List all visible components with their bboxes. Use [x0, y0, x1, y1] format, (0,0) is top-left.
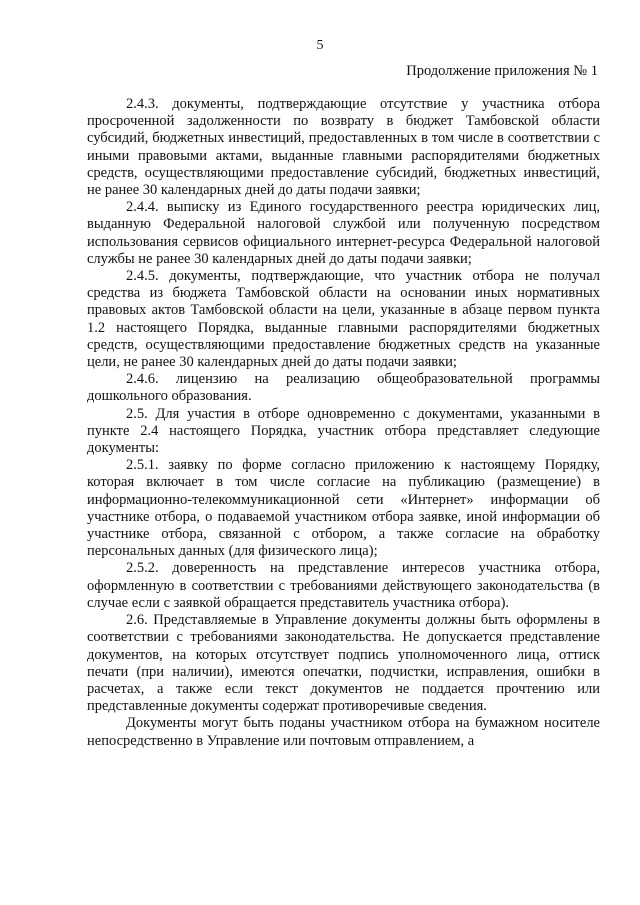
paragraph-2-4-3: 2.4.3. документы, подтверждающие отсутствие у участника отбора просроченной задолженности по возврату в бюджет Тамбовской области субсидий, бюджетных инвестиций, предоставленных в том числе в соответствии с иными правовыми актами, выданные главными распорядителями бюджетных средств, осуществляющими предоставление субсидий, бюджетных инвестиций, не ранее 30 календарных дней до даты подачи заявки;	[87, 96, 600, 199]
document-body	[87, 96, 600, 750]
paragraph-submission-methods: Документы могут быть поданы участником отбора на бумажном носителе непосредственно в Управление или почтовым отправлением, а	[87, 715, 600, 749]
paragraph-2-4-4: 2.4.4. выписку из Единого государственного реестра юридических лиц, выданную Федеральной налоговой службой или полученную посредством использования сервисов официального интернет-ресурса Федеральной налоговой службы не ранее 30 календарных дней до даты подачи заявки;	[87, 199, 600, 267]
paragraph-2-4-6: 2.4.6. лицензию на реализацию общеобразовательной программы дошкольного образования.	[87, 371, 600, 405]
paragraph-2-6: 2.6. Представляемые в Управление документы должны быть оформлены в соответствии с требованиями законодательства. Не допускается представление документов, на которых отсутствует подпись уполномоченного лица, оттиск печати (при наличии), имеются опечатки, подчистки, исправления, ошибки в расчетах, а также если текст документов не поддается прочтению или представленные документы содержат противоречивые сведения.	[87, 612, 600, 715]
paragraph-2-5-2: 2.5.2. доверенность на представление интересов участника отбора, оформленную в соответствии с требованиями действующего законодательства (в случае если с заявкой обращается представитель участника отбора).	[87, 560, 600, 611]
page-number: 5	[316, 38, 324, 53]
paragraph-2-4-5: 2.4.5. документы, подтверждающие, что участник отбора не получал средства из бюджета Тамбовской области на основании иных нормативных правовых актов Тамбовской области на цели, указанные в абзаце первом пункта 1.2 настоящего Порядка, выданные главными распорядителями бюджетных средств, осуществляющими предоставление бюджетных средств на указанные цели, не ранее 30 календарных дней до даты подачи заявки;	[87, 268, 600, 371]
appendix-continuation-note: Продолжение приложения № 1	[406, 63, 598, 79]
paragraph-2-5: 2.5. Для участия в отборе одновременно с документами, указанными в пункте 2.4 настоящего Порядка, участник отбора представляет следующие документы:	[87, 405, 600, 457]
paragraph-2-5-1: 2.5.1. заявку по форме согласно приложению к настоящему Порядку, которая включает в том числе согласие на публикацию (размещение) в информационно-телекоммуникационной сети «Интернет» информации об участнике отбора, о подаваемой участником отбора заявке, иной информации об участнике отбора, связанной с отбором, а также согласие на обработку персональных данных (для физического лица);	[87, 457, 600, 560]
